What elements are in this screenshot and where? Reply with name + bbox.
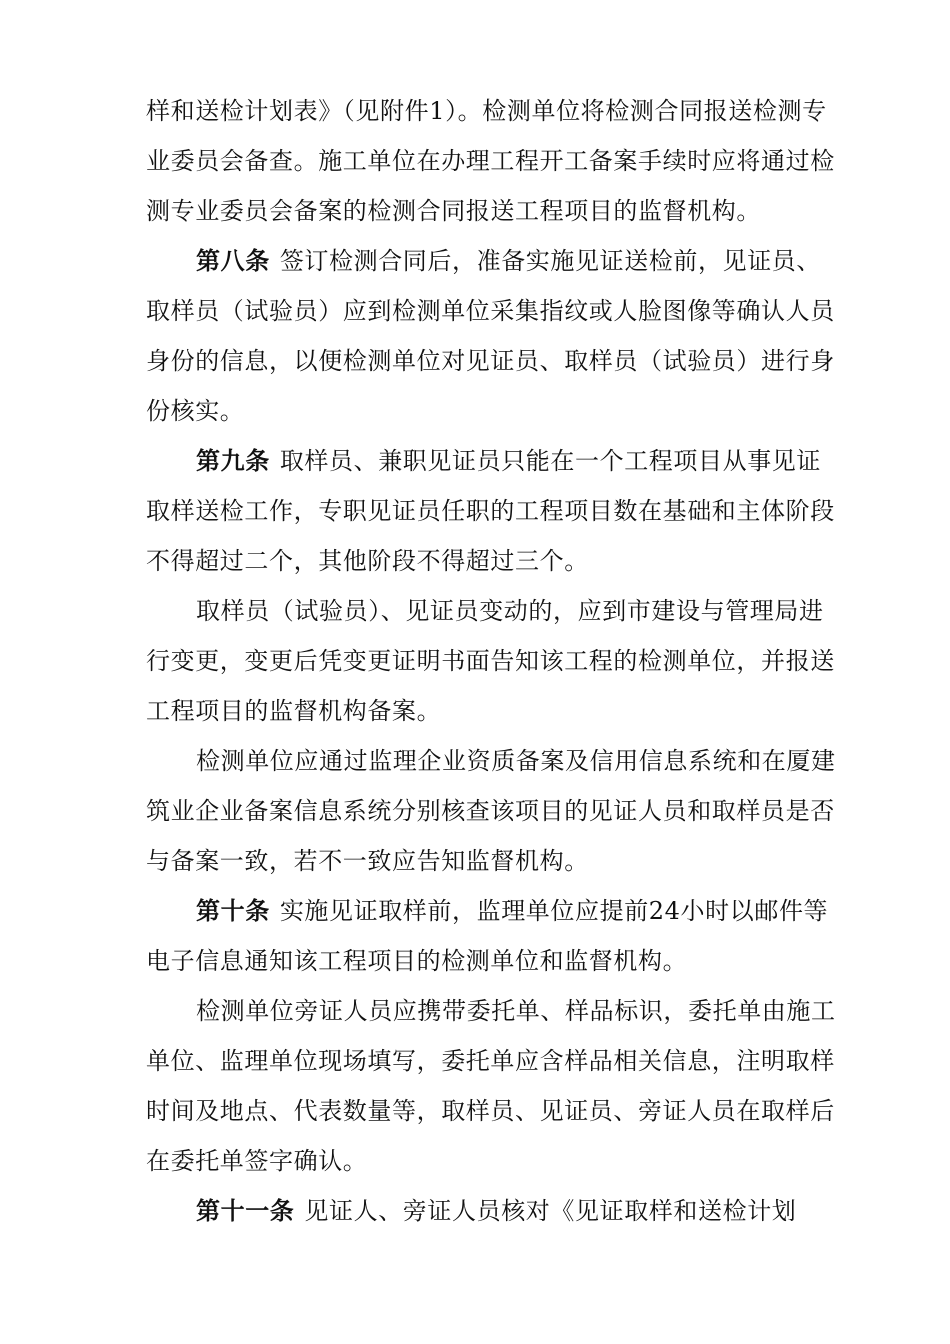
paragraph-article-9 <box>146 436 836 586</box>
paragraph-article-8 <box>146 236 836 436</box>
paragraph-witness-staff <box>146 986 836 1186</box>
paragraph-text: 样和送检计划表》（见附件1）。检测单位将检测合同报送检测专业委员会备查。施工单位在办理工程开工备案手续时应将通过检测专业委员会备案的检测合同报送工程项目的监督机构。 <box>146 97 835 225</box>
document-body <box>146 86 836 1236</box>
paragraph-text: 取样员、兼职见证员只能在一个工程项目从事见证取样送检工作，专职见证员任职的工程项目数在基础和主体阶段不得超过二个，其他阶段不得超过三个。 <box>146 447 835 575</box>
article-title: 第十条 <box>196 896 270 925</box>
article-title: 第八条 <box>196 246 270 275</box>
article-title: 第九条 <box>196 446 270 475</box>
paragraph-article-10 <box>146 886 836 986</box>
paragraph-text: 实施见证取样前，监理单位应提前24小时以邮件等电子信息通知该工程项目的检测单位和监督机构。 <box>146 897 829 975</box>
paragraph-text: 检测单位旁证人员应携带委托单、样品标识，委托单由施工单位、监理单位现场填写，委托单应含样品相关信息，注明取样时间及地点、代表数量等，取样员、见证员、旁证人员在取样后在委托单签字确认。 <box>146 997 836 1175</box>
paragraph-verification <box>146 736 836 886</box>
paragraph-text: 取样员（试验员）、见证员变动的，应到市建设与管理局进行变更，变更后凭变更证明书面告知该工程的检测单位，并报送工程项目的监督机构备案。 <box>146 597 835 725</box>
paragraph-text: 见证人、旁证人员核对《见证取样和送检计划 <box>304 1197 797 1225</box>
paragraph-article-11 <box>146 1186 836 1236</box>
paragraph-personnel-change <box>146 586 836 736</box>
paragraph-text: 检测单位应通过监理企业资质备案及信用信息系统和在厦建筑业企业备案信息系统分别核查该项目的见证人员和取样员是否与备案一致，若不一致应告知监督机构。 <box>146 747 836 875</box>
article-title: 第十一条 <box>196 1196 295 1225</box>
paragraph-text: 签订检测合同后，准备实施见证送检前，见证员、取样员（试验员）应到检测单位采集指纹或人脸图像等确认人员身份的信息，以便检测单位对见证员、取样员（试验员）进行身份核实。 <box>146 247 835 425</box>
paragraph-continuation <box>146 86 836 236</box>
